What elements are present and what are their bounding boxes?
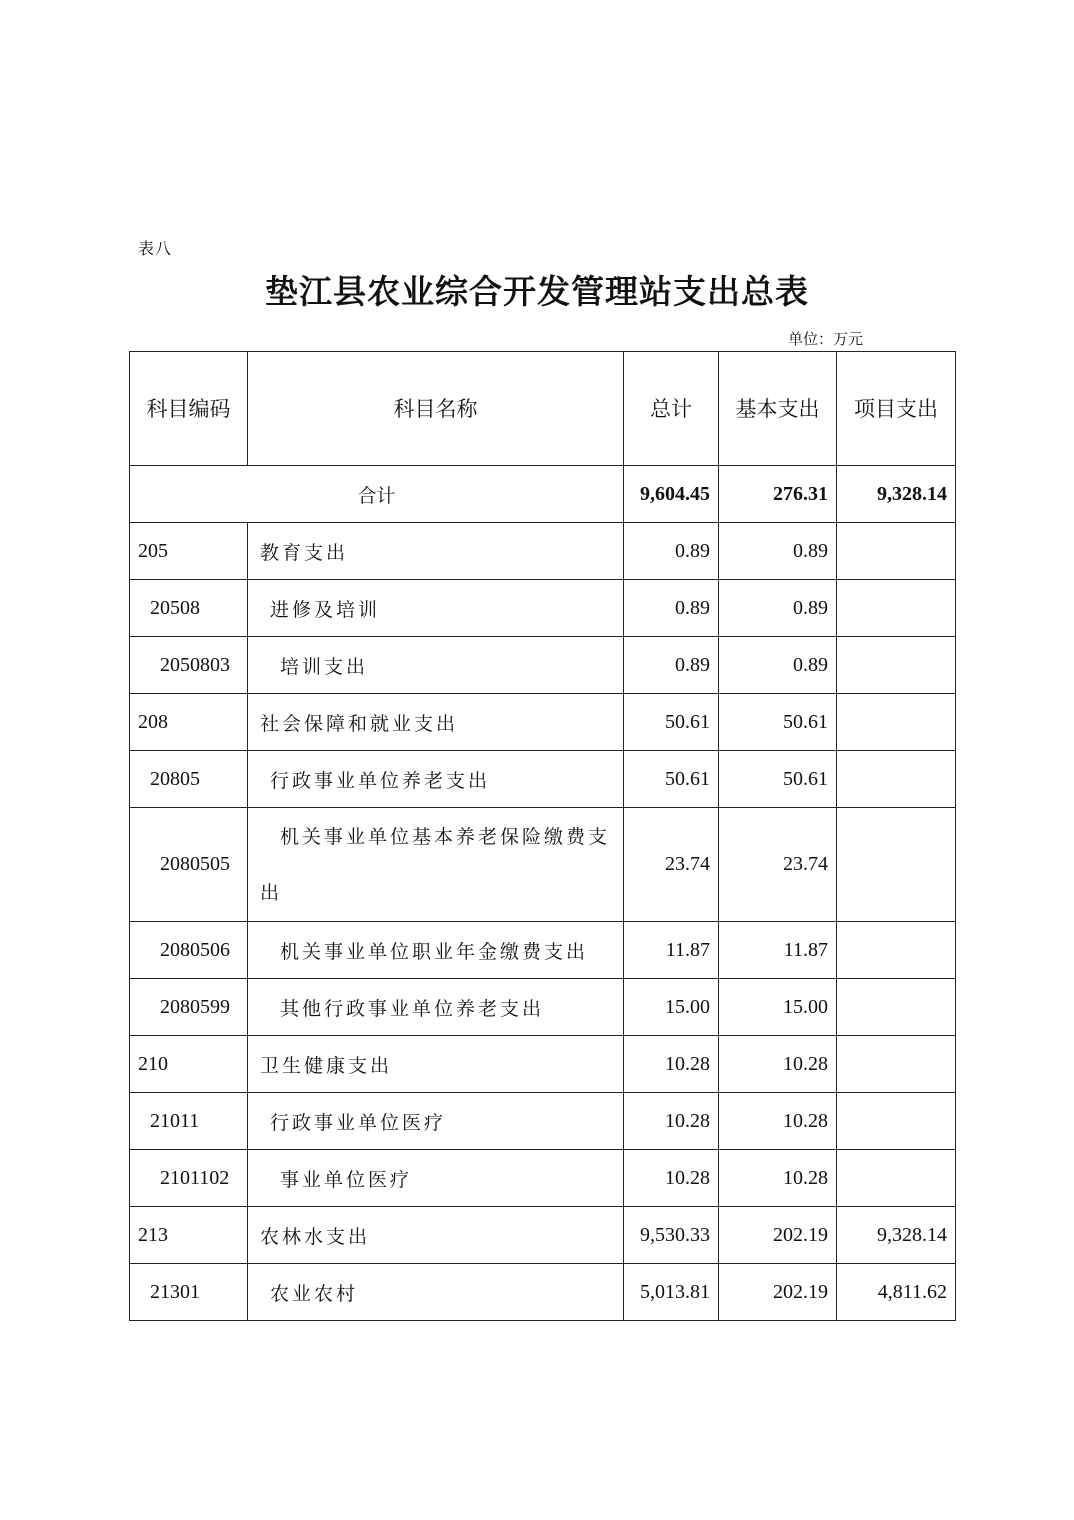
row-name: 社会保障和就业支出	[248, 694, 624, 751]
row-code: 213	[130, 1207, 248, 1264]
table-number-label: 表八	[138, 239, 173, 258]
row-project	[837, 1036, 956, 1093]
row-code: 210	[130, 1036, 248, 1093]
row-name: 事业单位医疗	[248, 1150, 624, 1207]
table-row	[130, 1207, 956, 1264]
table-row	[130, 979, 956, 1036]
row-basic: 15.00	[719, 979, 837, 1036]
row-name: 农林水支出	[248, 1207, 624, 1264]
row-code: 205	[130, 523, 248, 580]
table-row	[130, 808, 956, 922]
row-name: 培训支出	[248, 637, 624, 694]
row-code: 21301	[130, 1264, 248, 1321]
row-code: 2080599	[130, 979, 248, 1036]
expense-summary-table	[129, 351, 956, 1321]
row-name: 其他行政事业单位养老支出	[248, 979, 624, 1036]
row-code: 2050803	[130, 637, 248, 694]
row-project	[837, 1093, 956, 1150]
total-amount: 9,604.45	[624, 466, 719, 523]
table-row	[130, 637, 956, 694]
row-project: 4,811.62	[837, 1264, 956, 1321]
row-basic: 50.61	[719, 694, 837, 751]
header-total: 总计	[624, 352, 719, 466]
row-code: 21011	[130, 1093, 248, 1150]
row-total: 5,013.81	[624, 1264, 719, 1321]
row-basic: 10.28	[719, 1093, 837, 1150]
row-total: 10.28	[624, 1150, 719, 1207]
row-name: 进修及培训	[248, 580, 624, 637]
table-row	[130, 1264, 956, 1321]
total-row	[130, 466, 956, 523]
row-code: 2080506	[130, 922, 248, 979]
table-row	[130, 523, 956, 580]
row-name: 农业农村	[248, 1264, 624, 1321]
header-basic-expense: 基本支出	[719, 352, 837, 466]
row-total: 0.89	[624, 523, 719, 580]
table-row	[130, 922, 956, 979]
row-code: 20508	[130, 580, 248, 637]
row-code: 2101102	[130, 1150, 248, 1207]
header-subject-name: 科目名称	[248, 352, 624, 466]
row-name: 机关事业单位职业年金缴费支出	[248, 922, 624, 979]
row-code: 208	[130, 694, 248, 751]
row-total: 23.74	[624, 808, 719, 922]
row-project	[837, 751, 956, 808]
table-header-row	[130, 352, 956, 466]
row-project	[837, 637, 956, 694]
table-row	[130, 1150, 956, 1207]
row-total: 0.89	[624, 580, 719, 637]
table-row	[130, 694, 956, 751]
table-row	[130, 751, 956, 808]
row-total: 10.28	[624, 1093, 719, 1150]
header-subject-code: 科目编码	[130, 352, 248, 466]
row-basic: 10.28	[719, 1150, 837, 1207]
row-project	[837, 523, 956, 580]
table-row	[130, 580, 956, 637]
row-basic: 11.87	[719, 922, 837, 979]
total-project-amount: 9,328.14	[837, 466, 956, 523]
total-label: 合计	[130, 466, 624, 523]
table-row	[130, 1093, 956, 1150]
row-code: 2080505	[130, 808, 248, 922]
row-basic: 0.89	[719, 637, 837, 694]
row-total: 9,530.33	[624, 1207, 719, 1264]
total-basic-amount: 276.31	[719, 466, 837, 523]
row-code: 20805	[130, 751, 248, 808]
row-name: 卫生健康支出	[248, 1036, 624, 1093]
row-basic: 0.89	[719, 580, 837, 637]
row-total: 10.28	[624, 1036, 719, 1093]
row-project	[837, 694, 956, 751]
row-project	[837, 979, 956, 1036]
row-project	[837, 1150, 956, 1207]
row-project	[837, 808, 956, 922]
row-project	[837, 922, 956, 979]
row-basic: 23.74	[719, 808, 837, 922]
row-total: 50.61	[624, 694, 719, 751]
row-basic: 202.19	[719, 1264, 837, 1321]
row-name: 机关事业单位基本养老保险缴费支出	[248, 808, 624, 922]
row-basic: 10.28	[719, 1036, 837, 1093]
row-total: 11.87	[624, 922, 719, 979]
row-project: 9,328.14	[837, 1207, 956, 1264]
row-total: 50.61	[624, 751, 719, 808]
row-basic: 202.19	[719, 1207, 837, 1264]
table-row	[130, 1036, 956, 1093]
row-total: 15.00	[624, 979, 719, 1036]
row-basic: 0.89	[719, 523, 837, 580]
row-name: 行政事业单位医疗	[248, 1093, 624, 1150]
unit-note: 单位：万元	[788, 330, 864, 348]
row-name: 教育支出	[248, 523, 624, 580]
row-basic: 50.61	[719, 751, 837, 808]
header-project-expense: 项目支出	[837, 352, 956, 466]
row-project	[837, 580, 956, 637]
row-name: 行政事业单位养老支出	[248, 751, 624, 808]
row-total: 0.89	[624, 637, 719, 694]
page-title: 垫江县农业综合开发管理站支出总表	[265, 272, 809, 311]
